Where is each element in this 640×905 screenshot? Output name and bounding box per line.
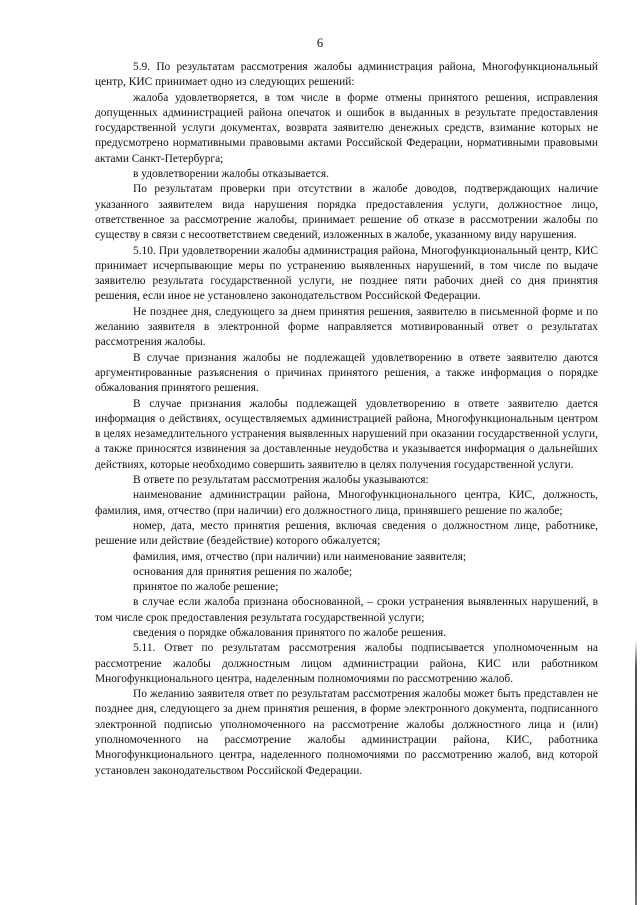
list-item-grounds: основания для принятия решения по жалобе; — [133, 565, 353, 578]
paragraph-verification-results: По результатам проверки при отсутствии в жалобе доводов, подтверждающих наличие указанного заявителем вида нарушения порядка предоставления услуги, должностное лицо, ответственное за рассмотрение жалобы, принимает решение об отказе в рассмотрении жалобы по существу в связи с несоответствием сведений, изложенных в жалобе, указанному виду нарушения. — [95, 183, 598, 242]
paragraph-answer-contents: В ответе по результатам рассмотрения жалобы указываются: — [133, 474, 429, 487]
paragraph-complaint-refused: в удовлетворении жалобы отказывается. — [133, 168, 329, 181]
paragraph-complaint-satisfied: жалоба удовлетворяется, в том числе в форме отмены принятого решения, исправления допущенных администрацией района опечаток и ошибок в выданных в результате предоставления государственной услуги документах, возврата заявителю денежных средств, взимание которых не предусмотрено нормативными правовыми актами Российской Федерации, нормативными правовыми актами Санкт-Петербурга; — [95, 91, 598, 165]
document-body — [95, 60, 598, 779]
paragraph-reasoned-answer: Не позднее дня, следующего за днем принятия решения, заявителю в письменной форме и по желанию заявителя в электронной форме направляется мотивированный ответ о результатах рассмотрения жалобы. — [95, 305, 598, 349]
paragraph-electronic-answer: По желанию заявителя ответ по результатам рассмотрения жалобы может быть представлен не позднее дня, следующего за днем принятия решения, в форме электронного документа, подписанного электронной подписью уполномоченного на рассмотрение жалобы должностного лица и (или) уполномоченного на рассмотрение жалобы администрации района, КИС, работника Многофункционального центра, наделенного полномочиями по рассмотрению жалоб, вид которой установлен законодательством Российской Федерации. — [95, 688, 598, 777]
list-item-appeal-procedure: сведения о порядке обжалования принятого по жалобе решения. — [133, 626, 446, 639]
paragraph-subject-to-satisfaction: В случае признания жалобы подлежащей удовлетворению в ответе заявителю дается информация о действиях, осуществляемых администрацией района, Многофункциональным центром в целях незамедлительного устранения выявленных нарушений при оказании государственной услуги, а также приносятся извинения за доставленные неудобства и указывается информация о дальнейших действиях, которые необходимо совершить заявителю в целях получения государственной услуги. — [95, 397, 598, 471]
list-item-decision: принятое по жалобе решение; — [133, 581, 279, 594]
list-item-applicant-name: фамилия, имя, отчество (при наличии) или наименование заявителя; — [133, 550, 467, 563]
list-item-terms: в случае если жалоба признана обоснованной, – сроки устранения выявленных нарушений, в том числе срок предоставления результата государственной услуги; — [95, 596, 598, 624]
list-item-authority-name: наименование администрации района, Многофункционального центра, КИС, должность, фамилия, имя, отчество (при наличии) его должностного лица, принявшего решение по жалобе; — [95, 489, 598, 517]
scan-edge-shadow — [635, 640, 637, 905]
paragraph-5-10: 5.10. При удовлетворении жалобы администрация района, Многофункциональный центр, КИС принимает исчерпывающие меры по устранению выявленных нарушений, в том числе по выдаче заявителю результата государственной услуги, не позднее пяти рабочих дней со дня принятия решения, если иное не установлено законодательством Российской Федерации. — [95, 244, 598, 303]
page-number: 6 — [316, 36, 324, 50]
paragraph-5-9: 5.9. По результатам рассмотрения жалобы администрация района, Многофункциональный центр, КИС принимает одно из следующих решений: — [95, 61, 598, 89]
list-item-decision-number: номер, дата, место принятия решения, включая сведения о должностном лице, работнике, решение или действие (бездействие) которого обжалуется; — [95, 519, 598, 548]
paragraph-5-11: 5.11. Ответ по результатам рассмотрения жалобы подписывается уполномоченным на рассмотрение жалобы должностным лицом администрации района, КИС или работником Многофункционального центра, наделенным полномочиями по рассмотрению жалоб. — [95, 642, 598, 685]
paragraph-not-subject-to-satisfaction: В случае признания жалобы не подлежащей удовлетворению в ответе заявителю даются аргументированные разъяснения о причинах принятого решения, а также информация о порядке обжалования принятого решения. — [95, 351, 598, 395]
